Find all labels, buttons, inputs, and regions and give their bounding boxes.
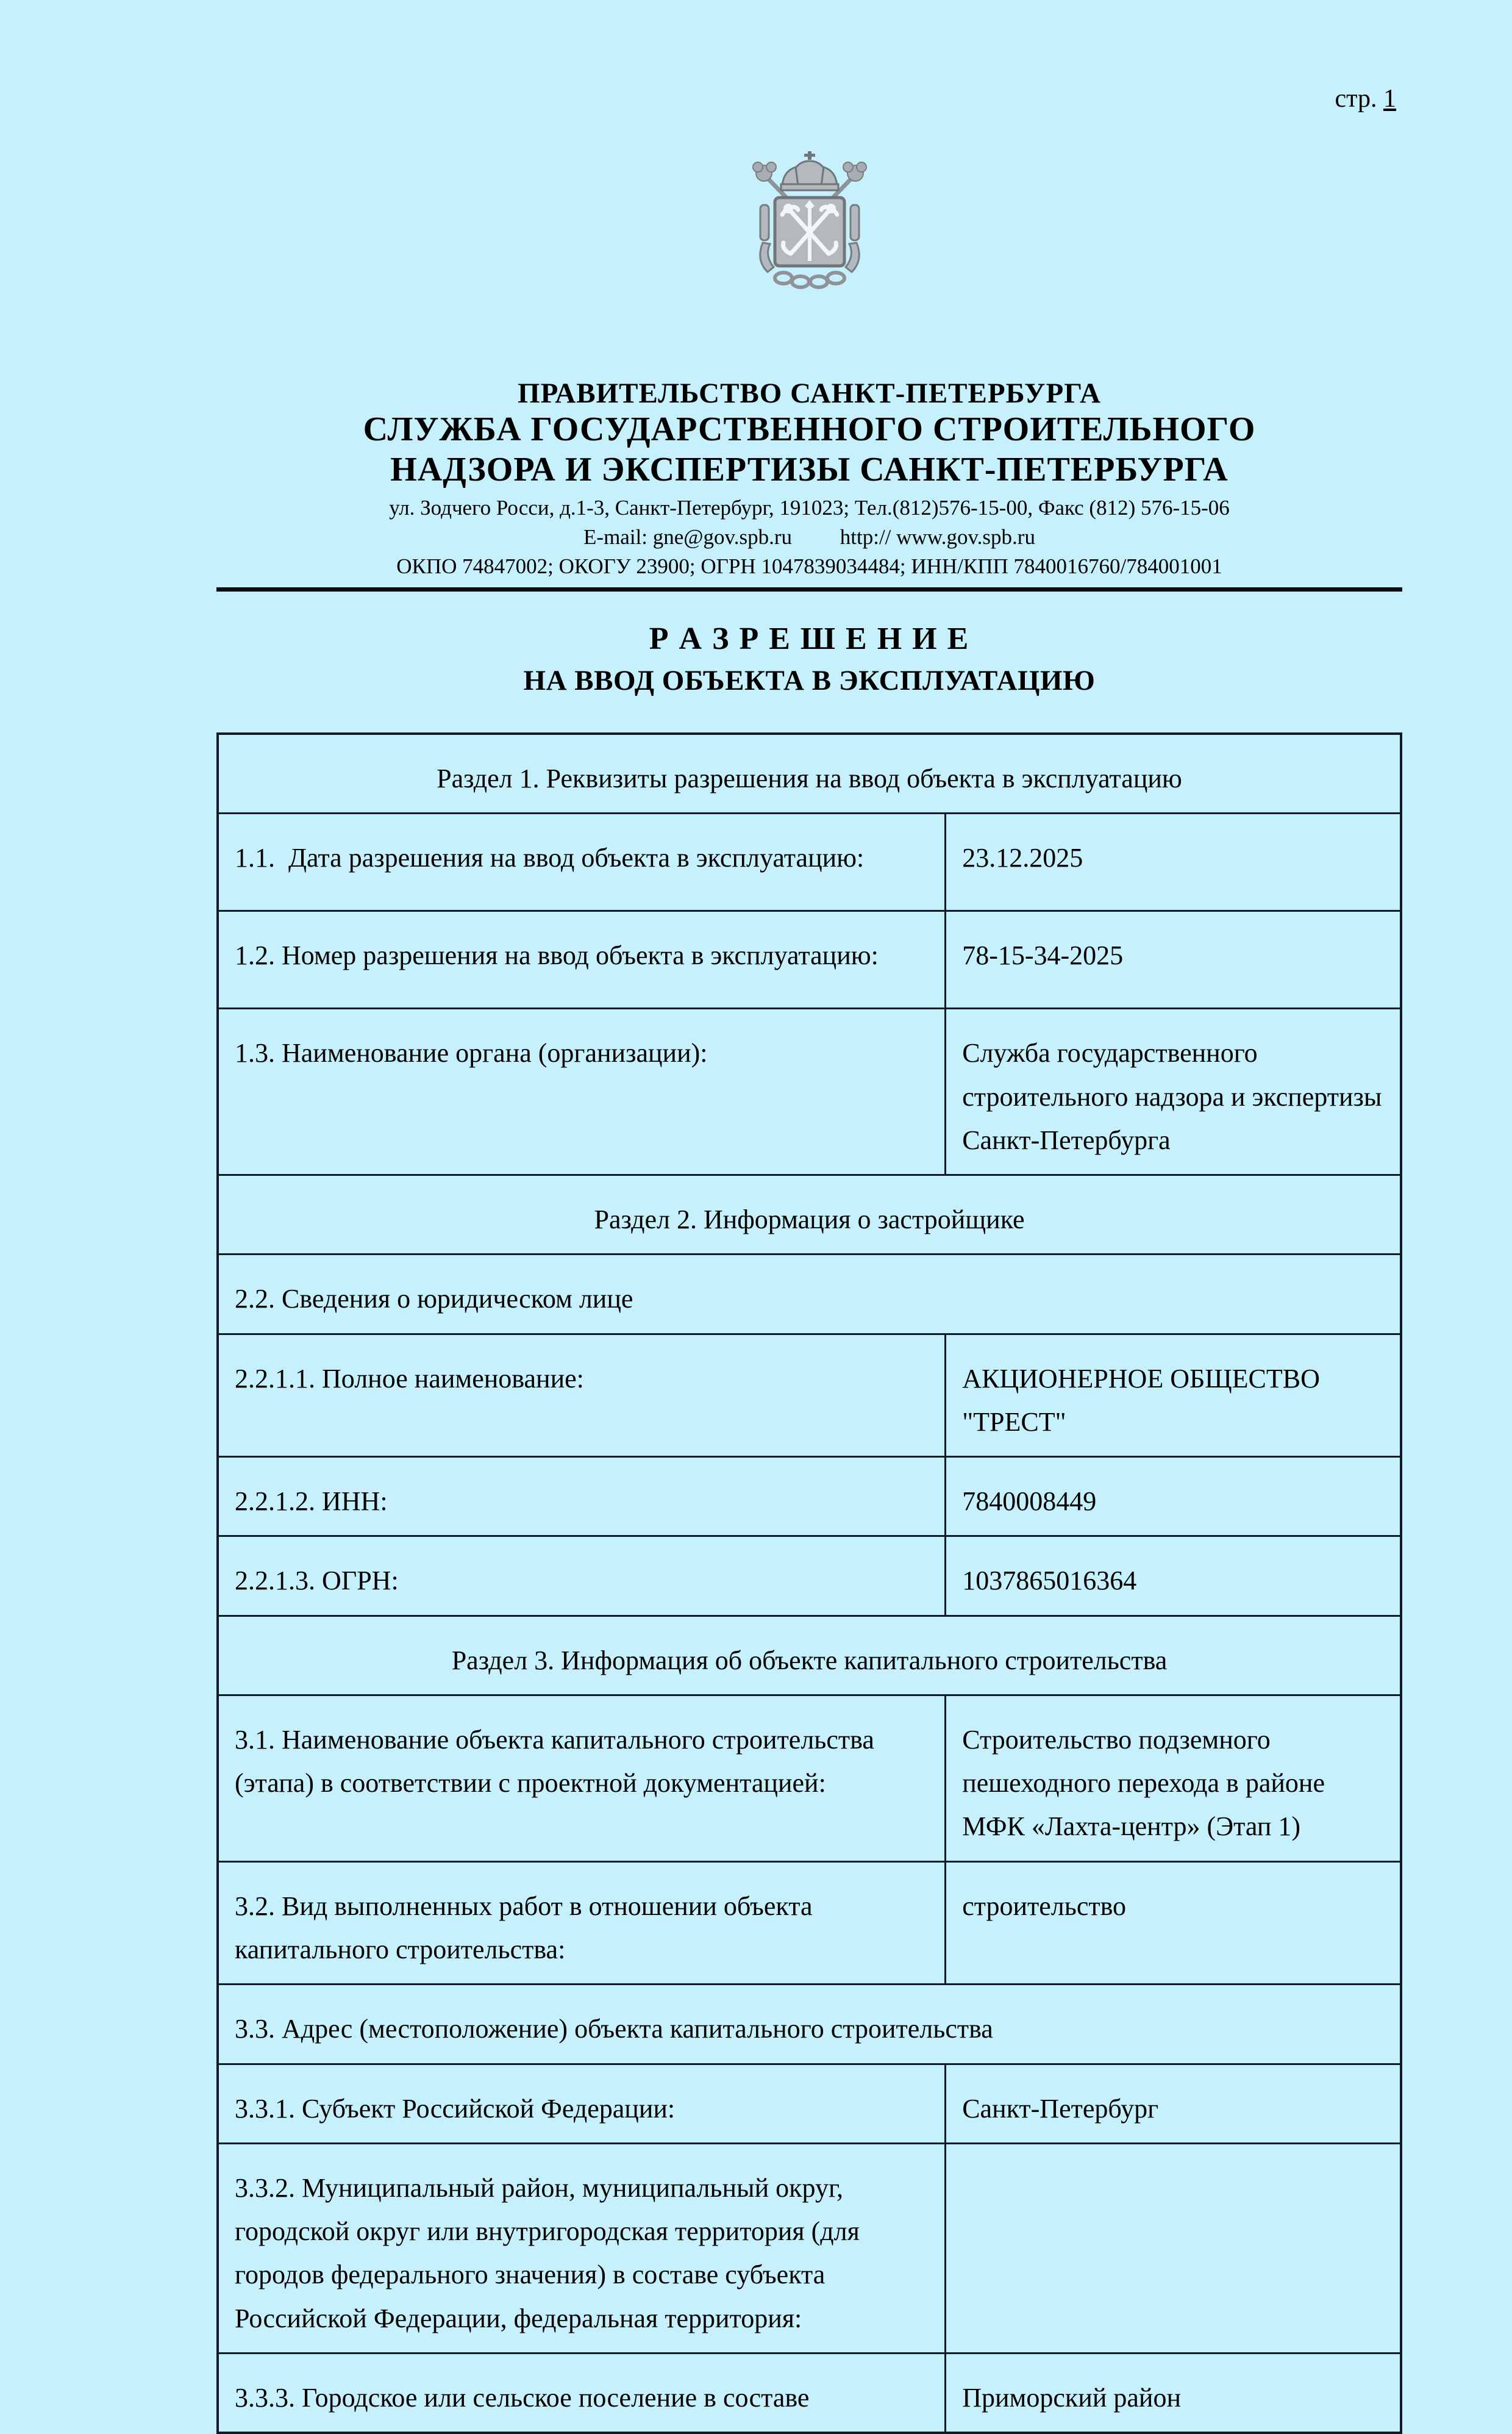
row-label: 1.2. Номер разрешения на ввод объекта в эксплуатацию: [218,911,946,1009]
row-label: 3.3.2. Муниципальный район, муниципальный округ, городской округ или внутригородская территория (для городов федерального значения) в составе субъекта Российской Федерации, федеральная территория: [218,2143,946,2353]
row-value: строительство [946,1861,1401,1985]
table-row [218,2143,1401,2353]
header-divider [216,587,1402,592]
row-value: Строительство подземного пешеходного перехода в районе МФК «Лахта-центр» (Этап 1) [946,1695,1401,1861]
table-row [218,1695,1401,1861]
table-row [218,1009,1401,1175]
letterhead [216,377,1402,592]
table-row [218,814,1401,911]
contact-line [216,525,1402,549]
row-label: 2.2.1.3. ОГРН: [218,1536,946,1616]
website-text: http:// www.gov.spb.ru [840,525,1035,549]
table-row [218,1536,1401,1616]
address-line: ул. Зодчего Росси, д.1-3, Санкт-Петербург, 191023; Тел.(812)576-15-00, Факс (812) 576-15-06 [389,496,1230,520]
table-row [218,1255,1401,1334]
organization-name-line2: НАДЗОРА И ЭКСПЕРТИЗЫ САНКТ-ПЕТЕРБУРГА [390,450,1228,489]
email-text: E-mail: gne@gov.spb.ru [583,525,793,549]
row-value: 1037865016364 [946,1536,1401,1616]
row-label: 1.3. Наименование органа (организации): [218,1009,946,1175]
table-row [218,734,1401,814]
table-row [218,1861,1401,1985]
table-row [218,1334,1401,1457]
table-row [218,911,1401,1009]
row-label: 3.2. Вид выполненных работ в отношении объекта капитального строительства: [218,1861,946,1985]
table-row [218,2353,1401,2433]
row-label: 3.3.3. Городское или сельское поселение в составе [218,2353,946,2433]
registration-codes: ОКПО 74847002; ОКОГУ 23900; ОГРН 1047839034484; ИНН/КПП 7840016760/784001001 [396,554,1222,579]
row-value: Служба государственного строительного надзора и экспертизы Санкт-Петербурга [946,1009,1401,1175]
section-header: Раздел 3. Информация об объекте капитального строительства [218,1616,1401,1695]
row-label: 1.1. Дата разрешения на ввод объекта в эксплуатацию: [218,814,946,911]
row-label: 3.3. Адрес (местоположение) объекта капитального строительства [218,1985,1401,2064]
row-value: Приморский район [946,2353,1401,2433]
table-row [218,1616,1401,1695]
row-label: 2.2.1.2. ИНН: [218,1457,946,1536]
row-label: 3.3.1. Субъект Российской Федерации: [218,2064,946,2143]
emblem-container [216,146,1402,366]
permit-table-body [218,734,1401,2433]
table-row [218,2064,1401,2143]
organization-name-line1: СЛУЖБА ГОСУДАРСТВЕННОГО СТРОИТЕЛЬНОГО [363,410,1256,448]
document-content [216,0,1402,2434]
document-title: Р А З Р Е Ш Е Н И Е [649,621,970,657]
table-row [218,1175,1401,1255]
row-value: Санкт-Петербург [946,2064,1401,2143]
row-label: 2.2. Сведения о юридическом лице [218,1255,1401,1334]
government-title: ПРАВИТЕЛЬСТВО САНКТ-ПЕТЕРБУРГА [518,378,1101,409]
row-label: 3.1. Наименование объекта капитального строительства (этапа) в соответствии с проектной документацией: [218,1695,946,1861]
section-header: Раздел 1. Реквизиты разрешения на ввод объекта в эксплуатацию [218,734,1401,814]
row-value: АКЦИОНЕРНОЕ ОБЩЕСТВО "ТРЕСТ" [946,1334,1401,1457]
row-label: 2.2.1.1. Полное наименование: [218,1334,946,1457]
table-row [218,1985,1401,2064]
page-label: стр. [1335,85,1377,113]
permit-table [216,732,1402,2434]
row-value: 7840008449 [946,1457,1401,1536]
row-value: 78-15-34-2025 [946,911,1401,1009]
table-row [218,1457,1401,1536]
row-value [946,2143,1401,2353]
page-number-value: 1 [1383,85,1396,113]
spb-coat-of-arms-icon [740,352,880,362]
section-header: Раздел 2. Информация о застройщике [218,1175,1401,1255]
document-subtitle: НА ВВОД ОБЪЕКТА В ЭКСПЛУАТАЦИЮ [523,665,1096,697]
row-value: 23.12.2025 [946,814,1401,911]
